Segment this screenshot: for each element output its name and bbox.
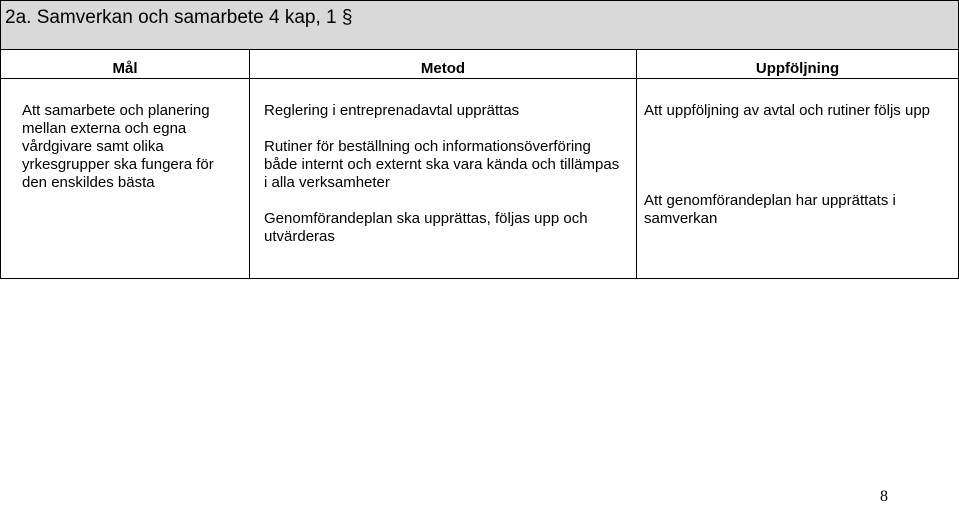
header-row <box>1 50 959 79</box>
uppfoljning-item-avtal: Att uppföljning av avtal och rutiner följs upp <box>644 102 931 119</box>
uppfoljning-cell <box>637 79 959 279</box>
content-row <box>1 79 959 279</box>
metod-item-genomforandeplan: Genomförandeplan ska upprättas, följas upp och utvärderas <box>264 210 588 245</box>
header-uppfoljning-label: Uppföljning <box>755 60 840 77</box>
header-metod-label: Metod <box>420 60 466 77</box>
uppfoljning-item-genomforandeplan: Att genomförandeplan har upprättats i samverkan <box>644 192 896 227</box>
section-title-cell <box>1 1 959 50</box>
mal-cell <box>1 79 250 279</box>
metod-item-rutiner: Rutiner för beställning och informationsöverföring både internt och externt ska vara kända och tillämpas i alla verksamheter <box>264 138 620 191</box>
header-uppfoljning <box>637 50 959 79</box>
metod-cell <box>250 79 637 279</box>
metod-item-entreprenadavtal: Reglering i entreprenadavtal upprättas <box>264 102 520 119</box>
title-row <box>1 1 959 50</box>
section-title: 2a. Samverkan och samarbete 4 kap, 1 § <box>5 7 353 28</box>
header-mal-label: Mål <box>112 60 138 77</box>
mal-text: Att samarbete och planering mellan externa och egna vårdgivare samt olika yrkesgrupper ska fungera för den enskildes bästa <box>22 102 214 191</box>
header-mal <box>1 50 250 79</box>
page-number: 8 <box>880 488 888 505</box>
header-metod <box>250 50 637 79</box>
